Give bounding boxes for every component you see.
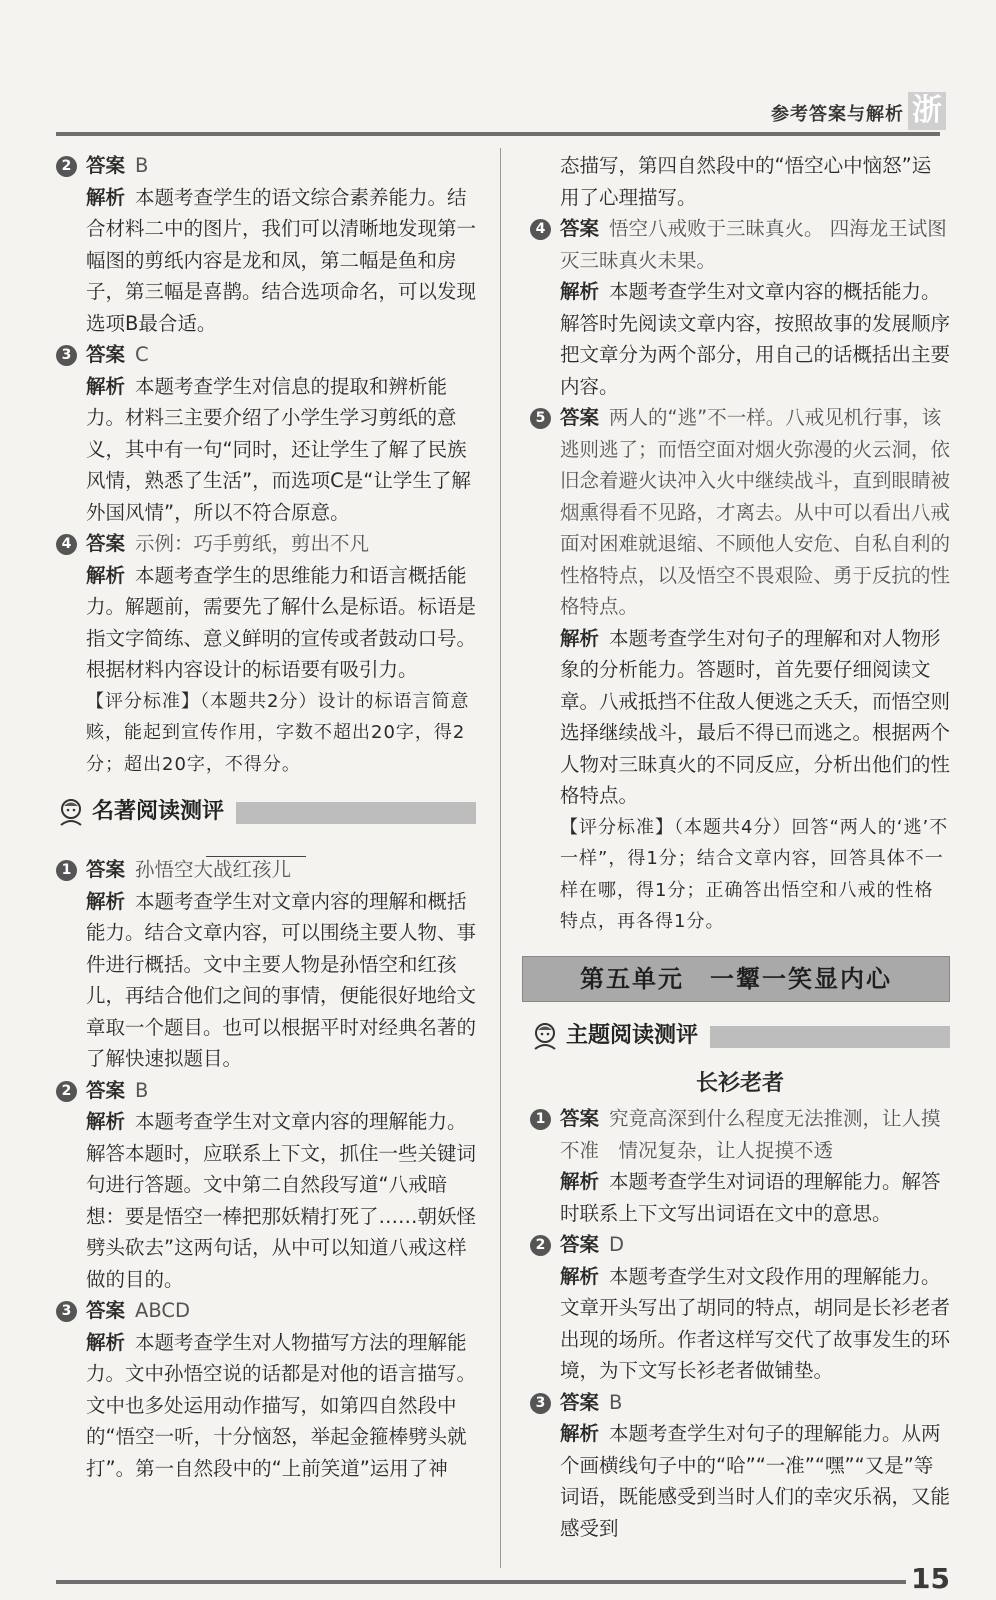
answer-label: 答案 — [560, 1390, 600, 1414]
analysis-label: 解析 — [560, 1170, 600, 1193]
answer-label: 答案 — [86, 154, 126, 177]
unit-title: 第五单元 一颦一笑显内心 — [522, 956, 950, 1002]
item-number: 4 — [56, 534, 77, 555]
answer-text: B — [135, 154, 149, 177]
answer-text: 示例：巧手剪纸，剪出不凡 — [135, 532, 370, 555]
analysis-label: 解析 — [86, 374, 126, 398]
answer-text: C — [135, 343, 149, 366]
analysis-text: 本题考查学生对信息的提取和辨析能力。材料三主要介绍了小学生学习剪纸的意义，其中有一句“同时，还让学生了解了民族风情，熟悉了生活”，而选项C是“让学生了解外国风情”，所以不符合原意。 — [86, 374, 471, 524]
answer-label: 答案 — [86, 343, 126, 366]
answer-item — [56, 854, 476, 1075]
item-number: 2 — [56, 1081, 77, 1102]
answer-item — [530, 1229, 950, 1387]
header-title: 参考答案与解析 — [771, 104, 904, 125]
item-number: 2 — [530, 1235, 551, 1256]
analysis-text: 本题考查学生对句子的理解能力。从两个画横线句子中的“哈”“一准”“嘿”“又是”等词语，既能感受到当时人们的幸灾乐祸，又能感受到 — [560, 1422, 951, 1540]
answer-label: 答案 — [86, 532, 126, 555]
answer-item — [530, 402, 950, 938]
analysis-text: 本题考查学生对人物描写方法的理解能力。文中孙悟空说的话都是对他的语言描写。文中也多处运用动作描写，如第四自然段中的“悟空一听，十分恼怒，举起金箍棒劈头就打”。第一自然段中的“上前笑道”运用了神 — [86, 1330, 477, 1480]
answer-label: 答案 — [86, 1299, 126, 1322]
reader-icon — [56, 797, 86, 827]
analysis-label: 解析 — [86, 889, 126, 913]
section-title: 名著阅读测评 — [92, 799, 225, 824]
scoring-criteria: 【评分标准】（本题共2分）设计的标语言简意赅，能起到宣传作用，字数不超出20字，得2分；超出20字，不得分。 — [86, 690, 470, 775]
analysis-text: 本题考查学生对文章内容的概括能力。解答时先阅读文章内容，按照故事的发展顺序把文章分为两个部分，用自己的话概括出主要内容。 — [560, 280, 951, 398]
answer-label: 答案 — [560, 1107, 600, 1130]
answer-text: B — [609, 1390, 623, 1414]
answer-text: D — [609, 1233, 625, 1256]
analysis-text: 本题考查学生的语文综合素养能力。结合材料二中的图片，我们可以清晰地发现第一幅图的剪纸内容是龙和凤，第二幅是鱼和房子，第三幅是喜鹊。结合选项命名，可以发现选项B最合适。 — [86, 185, 477, 335]
answer-item — [56, 1295, 476, 1484]
analysis-label: 解析 — [560, 626, 600, 650]
story-title: 长衫老者 — [695, 1070, 784, 1096]
continued-text — [530, 150, 950, 213]
column-divider — [500, 148, 501, 1568]
answer-text: 究竟高深到什么程度无法推测，让人摸不准 情况复杂，让人捉摸不透 — [560, 1107, 941, 1162]
province-badge: 浙 — [908, 92, 946, 130]
answer-text: 两人的“逃”不一样。八戒见机行事，该逃则逃了；而悟空面对烟火弥漫的火云洞，依旧念着避火诀冲入火中继续战斗，直到眼睛被烟熏得看不见路，才离去。从中可以看出八戒面对困难就退缩、不顾他人安危、自私自利的性格特点，以及悟空不畏艰险、勇于反抗的性格特点。 — [560, 406, 951, 618]
page-number: 15 — [911, 1562, 950, 1595]
answer-text: ABCD — [135, 1299, 191, 1322]
analysis-label: 解析 — [86, 185, 126, 209]
analysis-label: 解析 — [86, 1330, 126, 1354]
answer-label: 答案 — [560, 406, 600, 429]
answer-text: 孙悟空大战红孩儿 — [135, 858, 292, 881]
item-number: 2 — [56, 156, 77, 177]
analysis-text: 本题考查学生对文段作用的理解能力。文章开头写出了胡同的特点，胡同是长衫老者出现的场所。作者这样写交代了故事发生的环境，为下文写长衫老者做铺垫。 — [560, 1264, 951, 1382]
answer-item — [56, 1075, 476, 1296]
scoring-criteria: 【评分标准】（本题共4分）回答“两人的‘逃’不一样”，得1分；结合文章内容，回答具体不一样在哪，得1分；正确答出悟空和八戒的性格特点，再各得1分。 — [560, 816, 949, 932]
left-column — [56, 150, 476, 1484]
footer-rule — [56, 1580, 906, 1584]
right-column — [530, 150, 950, 1544]
analysis-text: 本题考查学生的思维能力和语言概括能力。解题前，需要先了解什么是标语。标语是指文字简练、意义鲜明的宣传或者鼓动口号。根据材料内容设计的标语要有吸引力。 — [86, 563, 477, 681]
header-rule — [56, 132, 940, 136]
continuation-text: 态描写，第四自然段中的“悟空心中恼怒”运用了心理描写。 — [560, 154, 932, 209]
item-number: 1 — [530, 1109, 551, 1130]
answer-item — [530, 213, 950, 402]
analysis-label: 解析 — [86, 1110, 126, 1133]
answer-text: B — [135, 1078, 149, 1102]
page-header — [0, 0, 996, 140]
answer-label: 答案 — [560, 217, 600, 240]
analysis-text: 本题考查学生对词语的理解能力。解答时联系上下文写出词语在文中的意思。 — [560, 1170, 941, 1225]
item-number: 5 — [530, 408, 551, 429]
item-number: 3 — [56, 345, 77, 366]
section-header — [530, 1018, 950, 1056]
item-number: 3 — [530, 1393, 551, 1414]
section-title: 主题阅读测评 — [566, 1022, 699, 1048]
analysis-label: 解析 — [86, 563, 126, 587]
answer-item — [530, 1387, 950, 1545]
item-number: 1 — [56, 860, 77, 881]
analysis-text: 本题考查学生对句子的理解和对人物形象的分析能力。答题时，首先要仔细阅读文章。八戒抵挡不住敌人便逃之夭夭，而悟空则选择继续战斗，最后不得已而逃之。根据两个人物对三昧真火的不同反应，分析出他们的性格特点。 — [560, 626, 951, 807]
answer-item — [56, 528, 476, 780]
analysis-label: 解析 — [560, 1422, 600, 1445]
answer-label: 答案 — [86, 858, 126, 881]
analysis-text: 本题考查学生对文章内容的理解能力。解答本题时，应联系上下文，抓住一些关键词句进行答题。文中第二自然段写道“八戒暗想：要是悟空一棒把那妖精打死了……朝妖怪劈头砍去”这两句话，从中可以知道八戒这样做的目的。 — [86, 1110, 477, 1291]
section-bar — [236, 802, 476, 824]
analysis-text: 本题考查学生对文章内容的理解和概括能力。结合文章内容，可以围绕主要人物、事件进行概括。文中主要人物是孙悟空和红孩儿，再结合他们之间的事情，便能很好地给文章取一个题目。也可以根据平时对经典名著的了解快速拟题目。 — [86, 889, 477, 1070]
item-number: 4 — [530, 219, 551, 240]
section-header — [56, 794, 476, 832]
answer-item — [56, 150, 476, 339]
answer-label: 答案 — [86, 1078, 126, 1102]
answer-item — [530, 1103, 950, 1229]
item-number: 3 — [56, 1301, 77, 1322]
analysis-label: 解析 — [560, 1264, 600, 1288]
analysis-label: 解析 — [560, 280, 600, 303]
answer-text: 悟空八戒败于三昧真火。 四海龙王试图灭三昧真火未果。 — [560, 217, 947, 272]
reader-icon — [530, 1021, 560, 1051]
answer-label: 答案 — [560, 1233, 600, 1256]
section-bar — [710, 1026, 950, 1048]
answer-item — [56, 339, 476, 528]
